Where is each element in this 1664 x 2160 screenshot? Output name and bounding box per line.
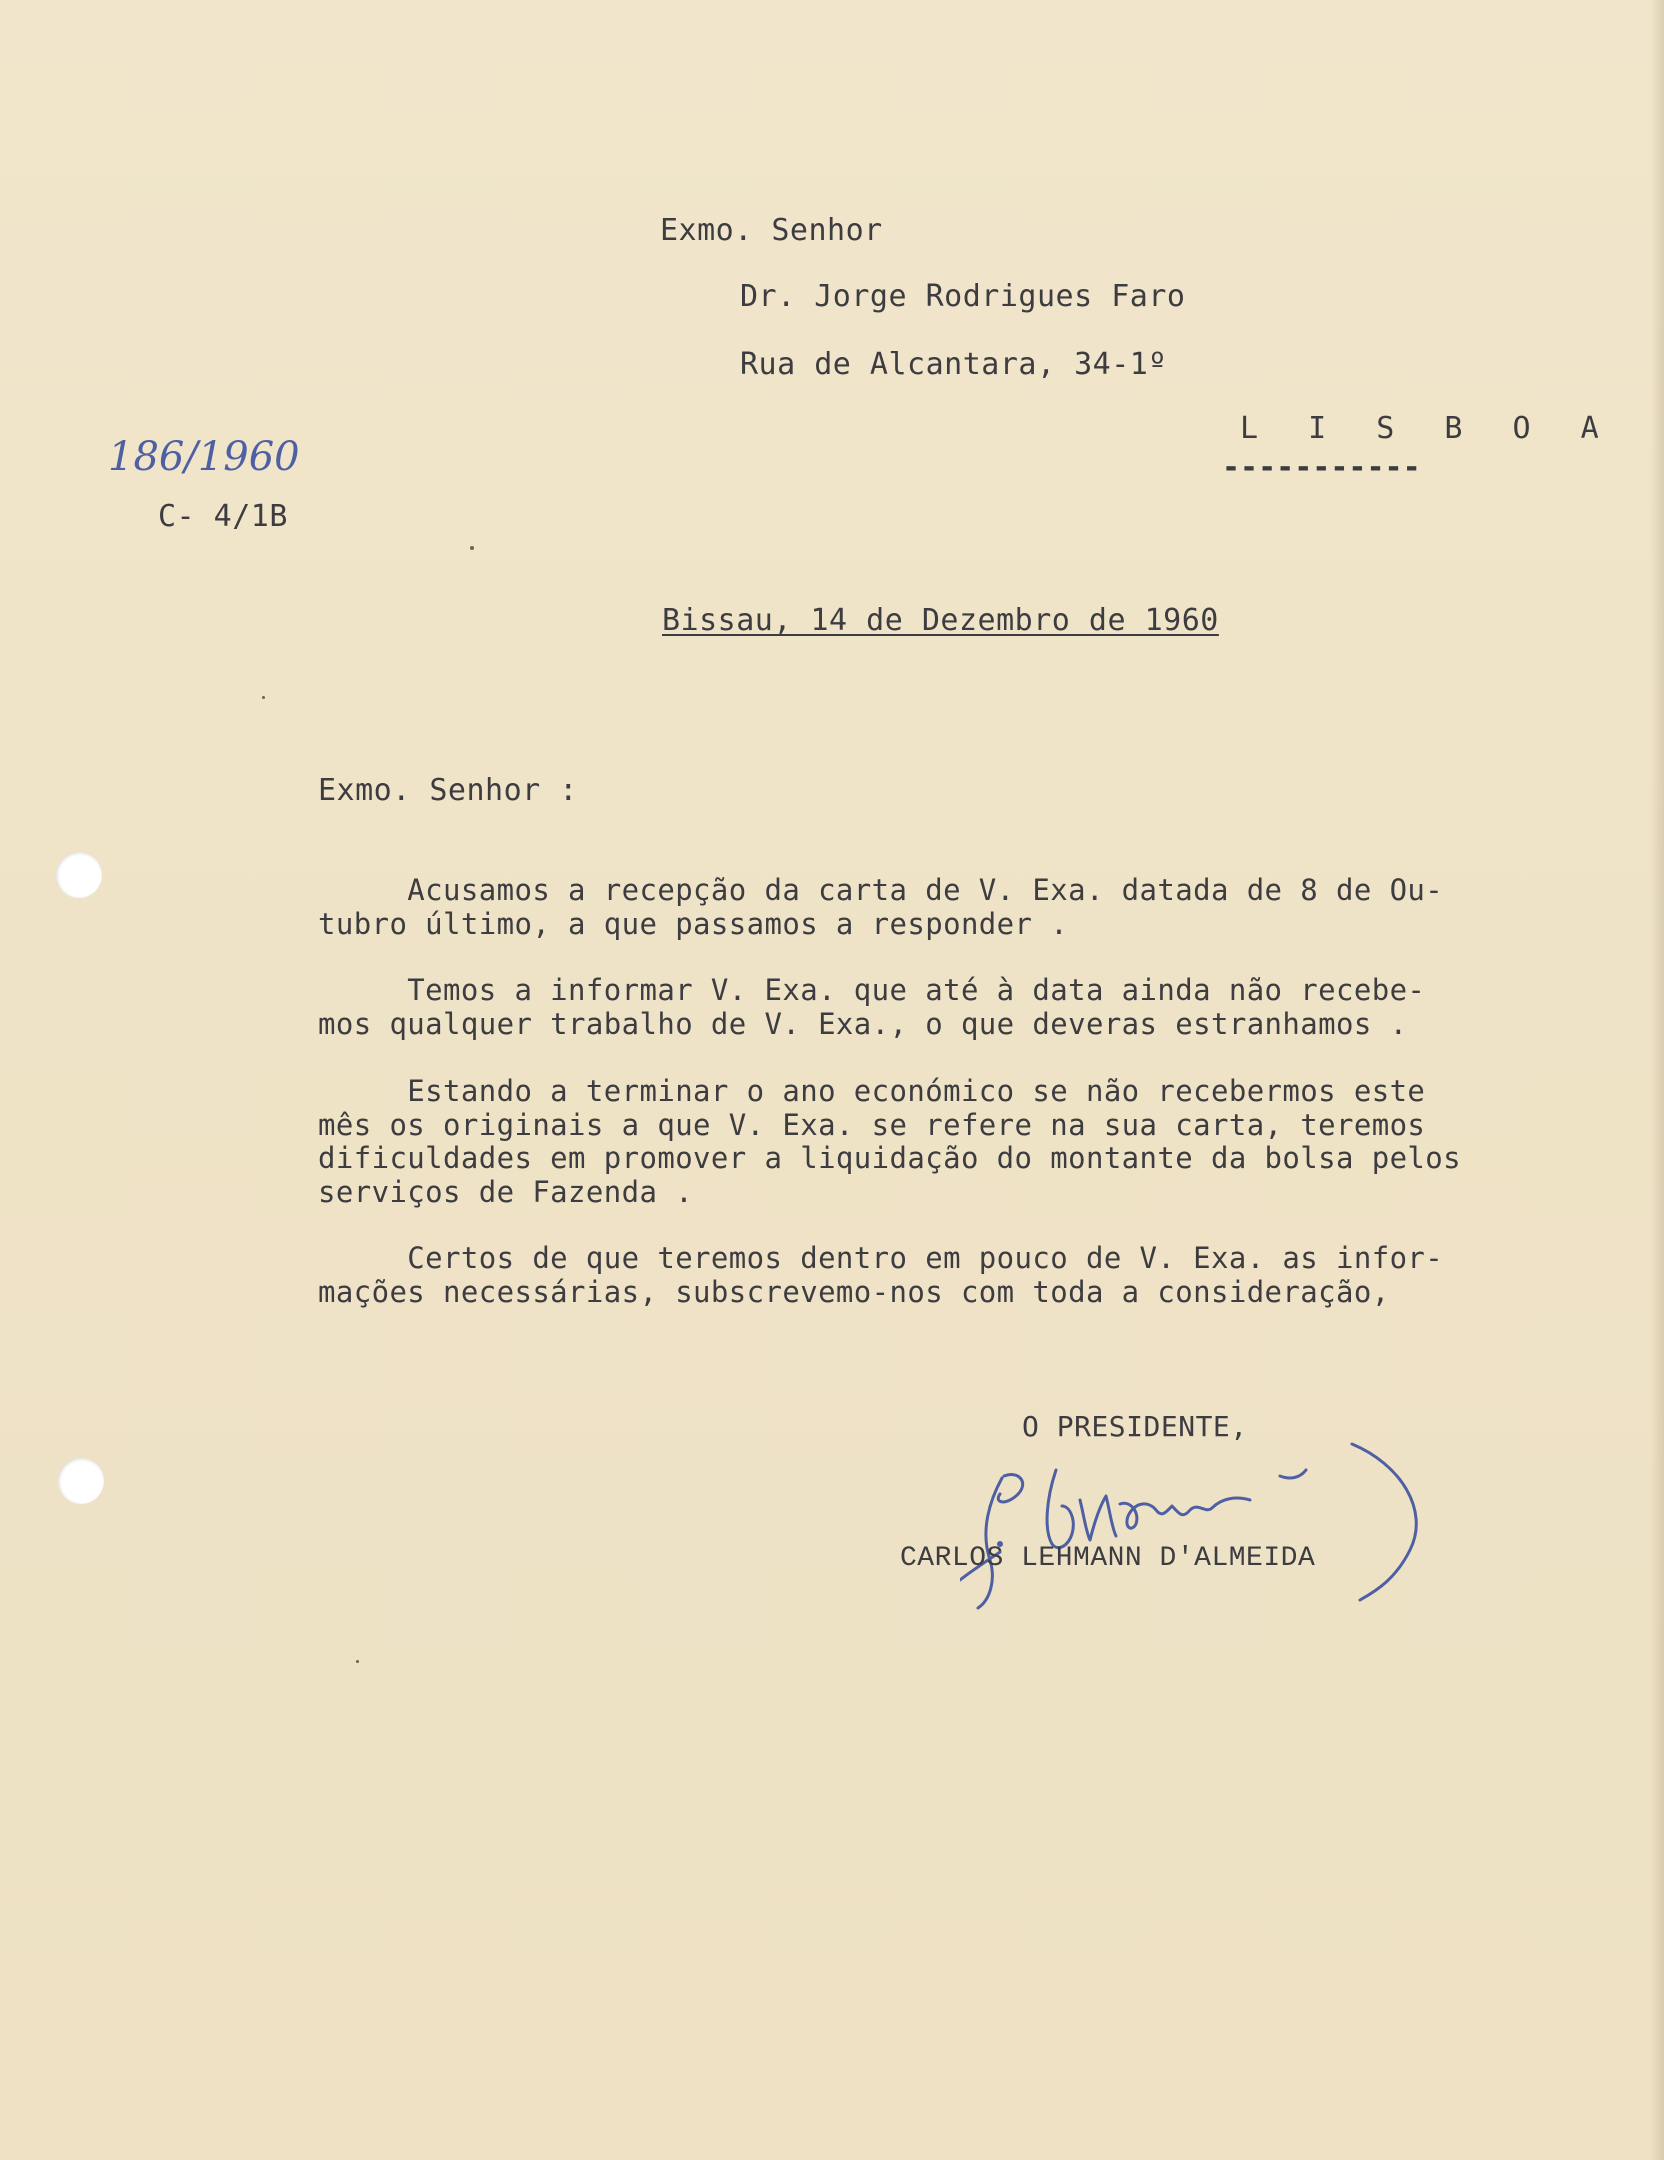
addressee-city: L I S B O A [1240,411,1615,446]
page-edge-shadow [1650,0,1664,2160]
handwritten-signature [960,1440,1440,1610]
paragraph-3-line-4: serviços de Fazenda . [318,1175,694,1209]
paragraph-3-line-3: dificuldades em promover a liquidação do montante da bolsa pelos [318,1141,1462,1175]
paragraph-3-line-2: mês os originais a que V. Exa. se refere na sua carta, teremos [318,1108,1426,1142]
addressee-street: Rua de Alcantara, 34-1º [740,347,1167,382]
addressee-name: Dr. Jorge Rodrigues Faro [740,279,1186,314]
paper-speck [262,696,265,699]
paragraph-2-line-1: Temos a informar V. Exa. que até à data ainda não recebe- [318,973,1426,1007]
paragraph-1-line-1: Acusamos a recepção da carta de V. Exa. datada de 8 de Ou- [318,873,1444,907]
date-line: Bissau, 14 de Dezembro de 1960 [662,603,1219,638]
punch-hole-upper [56,852,102,898]
file-code: C- 4/1B [158,499,288,534]
addressee-city-underline: ----------- [1222,450,1421,485]
paragraph-1-line-2: tubro último, a que passamos a responder . [318,907,1069,941]
paragraph-3-line-1: Estando a terminar o ano económico se não recebermos este [318,1074,1426,1108]
handwritten-reference-number: 186/1960 [108,434,300,480]
paragraph-4-line-1: Certos de que teremos dentro em pouco de V. Exa. as infor- [318,1241,1444,1275]
signatory-name: CARLOS LEHMANN D'ALMEIDA [900,1543,1316,1574]
punch-hole-lower [58,1458,104,1504]
paragraph-4-line-2: mações necessárias, subscrevemo-nos com toda a consideração, [318,1275,1390,1309]
closing-title: O PRESIDENTE, [1022,1410,1248,1443]
paragraph-2-line-2: mos qualquer trabalho de V. Exa., o que deveras estranhamos . [318,1007,1408,1041]
salutation: Exmo. Senhor : [318,773,578,808]
paper-speck [356,1660,359,1663]
addressee-header: Exmo. Senhor [660,213,883,248]
paper-speck [470,546,474,550]
